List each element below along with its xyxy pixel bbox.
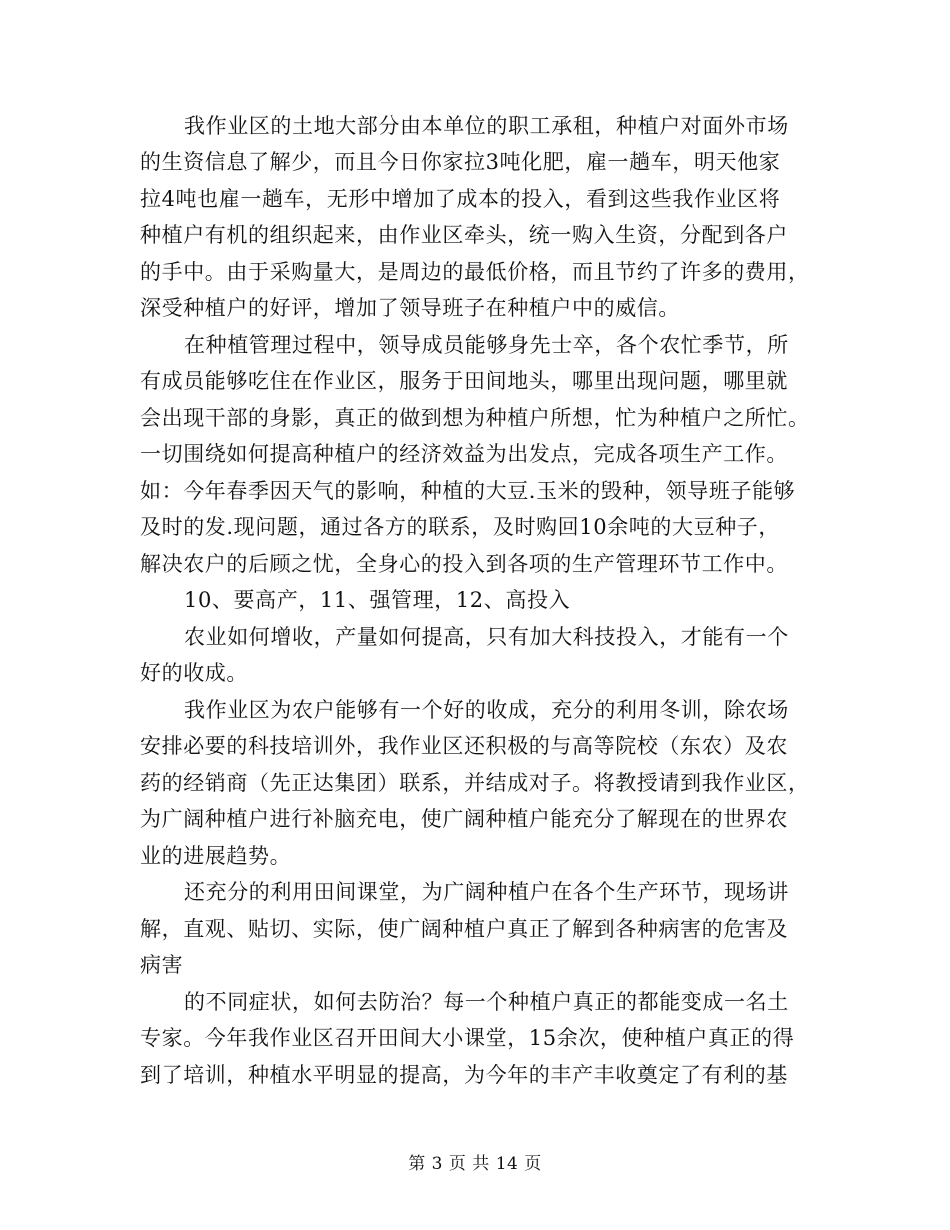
text-line: 病害 xyxy=(140,953,184,977)
text-line: 深受种植户的好评，增加了领导班子在种植户中的威信。 xyxy=(140,296,680,320)
text-line: 10、要高产，11、强管理，12、高投入 xyxy=(184,588,571,612)
text-line: 及时的发.现问题，通过各方的联系，及时购回10余吨的大豆种子， xyxy=(140,515,780,539)
text-line: 到了培训，种植水平明显的提高，为今年的丰产丰收奠定了有利的基 xyxy=(140,1063,788,1087)
text-line: 会出现干部的身影，真正的做到想为种植户所想，忙为种植户之所忙。 xyxy=(140,406,810,430)
text-line: 业的进展趋势。 xyxy=(140,844,292,868)
text-line: 的手中。由于采购量大，是周边的最低价格，而且节约了许多的费用， xyxy=(140,260,810,284)
text-line: 一切围绕如何提高种植户的经济效益为出发点，完成各项生产工作。 xyxy=(140,442,788,466)
text-line: 种植户有机的组织起来，由作业区牵头，统一购入生资，分配到各户 xyxy=(140,223,788,247)
text-line: 为广阔种植户进行补脑充电，使广阔种植户能充分了解现在的世界农 xyxy=(140,807,788,831)
text-line: 农业如何增收，产量如何提高，只有加大科技投入，才能有一个 xyxy=(184,625,789,649)
page-number-footer: 第 3 页 共 14 页 xyxy=(408,1154,542,1174)
text-line: 好的收成。 xyxy=(140,661,248,685)
text-line: 拉4吨也雇一趟车，无形中增加了成本的投入，看到这些我作业区将 xyxy=(140,187,781,211)
text-line: 我作业区的土地大部分由本单位的职工承租，种植户对面外市场 xyxy=(184,114,789,138)
text-line: 我作业区为农户能够有一个好的收成，充分的利用冬训，除农场 xyxy=(184,698,789,722)
text-line: 药的经销商（先正达集团）联系，并结成对子。将教授请到我作业区， xyxy=(140,771,810,795)
text-line: 安排必要的科技培训外，我作业区还积极的与高等院校（东农）及农 xyxy=(140,734,788,758)
text-line: 还充分的利用田间课堂，为广阔种植户在各个生产环节，现场讲 xyxy=(184,880,789,904)
text-line: 的生资信息了解少，而且今日你家拉3吨化肥，雇一趟车，明天他家 xyxy=(140,150,781,174)
text-line: 解决农户的后顾之忧，全身心的投入到各项的生产管理环节工作中。 xyxy=(140,552,788,576)
text-line: 的不同症状，如何去防治？每一个种植户真正的都能变成一名土 xyxy=(184,990,789,1014)
text-line: 专家。今年我作业区召开田间大小课堂，15余次，使种植户真正的得 xyxy=(140,1026,795,1050)
text-line: 如：今年春季因天气的影响，种植的大豆.玉米的毁种，领导班子能够 xyxy=(140,479,796,503)
text-line: 在种植管理过程中，领导成员能够身先士卒，各个农忙季节，所 xyxy=(184,333,789,357)
text-line: 有成员能够吃住在作业区，服务于田间地头，哪里出现问题，哪里就 xyxy=(140,369,788,393)
text-line: 解，直观、贴切、实际，使广阔种植户真正了解到各种病害的危害及 xyxy=(140,917,788,941)
